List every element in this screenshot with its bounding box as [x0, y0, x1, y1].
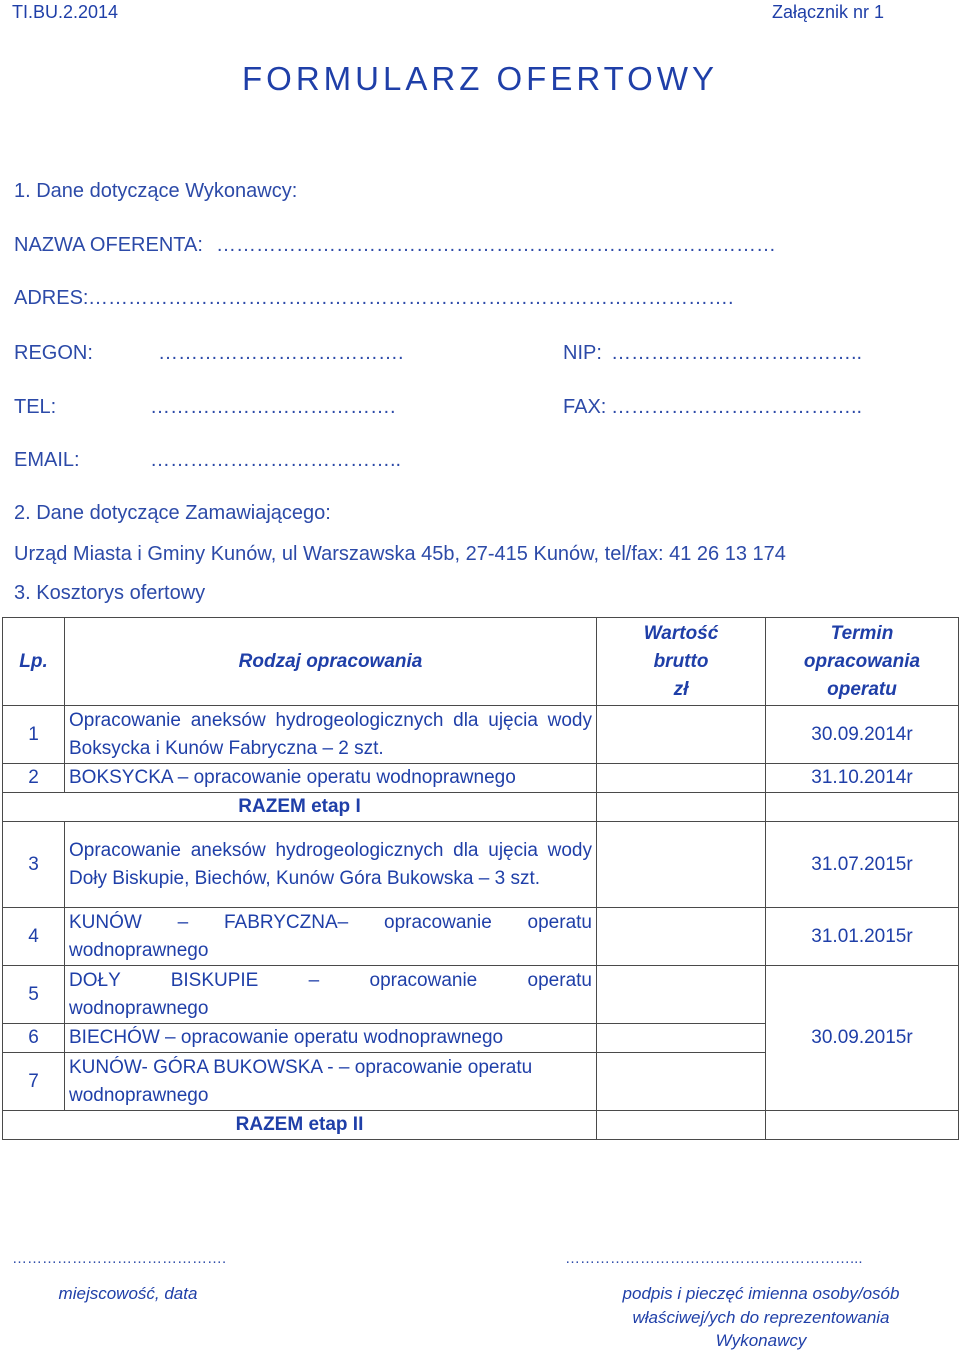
cost-estimate-table — [2, 617, 959, 1140]
deadline-cell: 31.10.2014r — [766, 764, 959, 793]
col-wartosc-line: brutto — [653, 650, 709, 672]
place-date-caption: miejscowość, data — [58, 1284, 198, 1303]
email-field[interactable]: ……………………………….. — [150, 449, 402, 471]
regon-field[interactable]: ………………………………. — [158, 342, 404, 364]
deadline-cell: 30.09.2014r — [766, 706, 959, 764]
price-cell[interactable] — [597, 706, 766, 764]
row-description-line: wodnoprawnego — [69, 1084, 209, 1106]
price-cell[interactable] — [597, 1053, 766, 1111]
fax-label: FAX: — [563, 396, 607, 418]
price-cell[interactable] — [597, 908, 766, 966]
row-number: 2 — [3, 764, 65, 793]
col-wartosc-header — [597, 618, 766, 706]
address-label: ADRES: — [14, 287, 89, 309]
col-wartosc-line: Wartość — [643, 622, 719, 644]
address-field[interactable]: ……………………………………………………………………………………. — [88, 287, 734, 309]
row-description — [65, 1053, 597, 1111]
col-termin-header — [766, 618, 959, 706]
stage-total-cell[interactable] — [597, 1111, 766, 1140]
offeror-name-label: NAZWA OFERENTA: — [14, 234, 203, 256]
table-header-row — [3, 618, 959, 706]
stage-total-label: RAZEM etap II — [3, 1111, 597, 1140]
col-termin-line: operatu — [827, 678, 897, 700]
row-description-line: KUNÓW- GÓRA BUKOWSKA - – opracowanie operatu — [69, 1056, 533, 1078]
row-description: Opracowanie aneksów hydrogeologicznych dla ujęcia wody Doły Biskupie, Biechów, Kunów Góra Bukowska – 3 szt. — [65, 822, 597, 908]
row-description — [65, 908, 597, 966]
price-cell[interactable] — [597, 822, 766, 908]
col-termin-line: Termin — [830, 622, 894, 644]
stage-total-label: RAZEM etap I — [3, 793, 597, 822]
deadline-cell: 31.07.2015r — [766, 822, 959, 908]
signature-caption: Wykonawcy — [715, 1331, 807, 1350]
stage-total-cell[interactable] — [597, 793, 766, 822]
table-row — [3, 706, 959, 764]
row-description: BIECHÓW – opracowanie operatu wodnoprawnego — [65, 1024, 597, 1053]
tel-field[interactable]: ………………………………. — [150, 396, 396, 418]
signature-caption: podpis i pieczęć imienna osoby/osób — [622, 1284, 900, 1303]
price-cell[interactable] — [597, 764, 766, 793]
row-description-line: KUNÓW – FABRYCZNA– opracowanie operatu — [69, 911, 592, 933]
col-rodzaj-header: Rodzaj opracowania — [65, 618, 597, 706]
row-description-line: DOŁY BISKUPIE – opracowanie operatu — [69, 969, 592, 991]
empty-cell — [766, 1111, 959, 1140]
row-number: 5 — [3, 966, 65, 1024]
table-sum-row — [3, 793, 959, 822]
table-row — [3, 908, 959, 966]
row-description: BOKSYCKA – opracowanie operatu wodnoprawnego — [65, 764, 597, 793]
row-number: 6 — [3, 1024, 65, 1053]
row-description — [65, 966, 597, 1024]
signature-field[interactable]: …………………………………………………... — [565, 1250, 863, 1267]
table-row — [3, 966, 959, 1024]
page-title: FORMULARZ OFERTOWY — [242, 60, 718, 97]
signature-caption: właściwej/ych do reprezentowania — [632, 1308, 890, 1327]
ordering-party-details: Urząd Miasta i Gminy Kunów, ul Warszawska 45b, 27-415 Kunów, tel/fax: 41 26 13 174 — [14, 543, 786, 565]
section-2-heading: 2. Dane dotyczące Zamawiającego: — [14, 502, 331, 524]
price-cell[interactable] — [597, 1024, 766, 1053]
offeror-name-field[interactable]: ………………………………………………………………………… — [216, 234, 776, 256]
row-description-line: wodnoprawnego — [69, 997, 209, 1019]
col-termin-line: opracowania — [803, 650, 921, 672]
row-number: 4 — [3, 908, 65, 966]
deadline-cell: 30.09.2015r — [766, 966, 959, 1111]
table-row — [3, 822, 959, 908]
attachment-number: Załącznik nr 1 — [771, 2, 884, 22]
row-number: 7 — [3, 1053, 65, 1111]
table-row — [3, 764, 959, 793]
price-cell[interactable] — [597, 966, 766, 1024]
document-reference: TI.BU.2.2014 — [12, 2, 119, 22]
place-date-field[interactable]: ……………………………………. — [12, 1250, 227, 1267]
email-label: EMAIL: — [14, 449, 80, 471]
col-lp-header: Lp. — [3, 618, 65, 706]
row-number: 3 — [3, 822, 65, 908]
section-3-heading: 3. Kosztorys ofertowy — [14, 582, 206, 604]
table-sum-row — [3, 1111, 959, 1140]
row-description: Opracowanie aneksów hydrogeologicznych dla ujęcia wody Boksycka i Kunów Fabryczna – 2 szt. — [65, 706, 597, 764]
row-description-line: wodnoprawnego — [69, 939, 209, 961]
empty-cell — [766, 793, 959, 822]
regon-label: REGON: — [14, 342, 93, 364]
section-1-heading: 1. Dane dotyczące Wykonawcy: — [14, 180, 298, 202]
deadline-cell: 31.01.2015r — [766, 908, 959, 966]
nip-field[interactable]: ……………………………….. — [611, 342, 863, 364]
col-wartosc-line: zł — [673, 678, 689, 700]
fax-field[interactable]: ……………………………….. — [611, 396, 863, 418]
tel-label: TEL: — [14, 396, 57, 418]
row-number: 1 — [3, 706, 65, 764]
nip-label: NIP: — [563, 342, 602, 364]
